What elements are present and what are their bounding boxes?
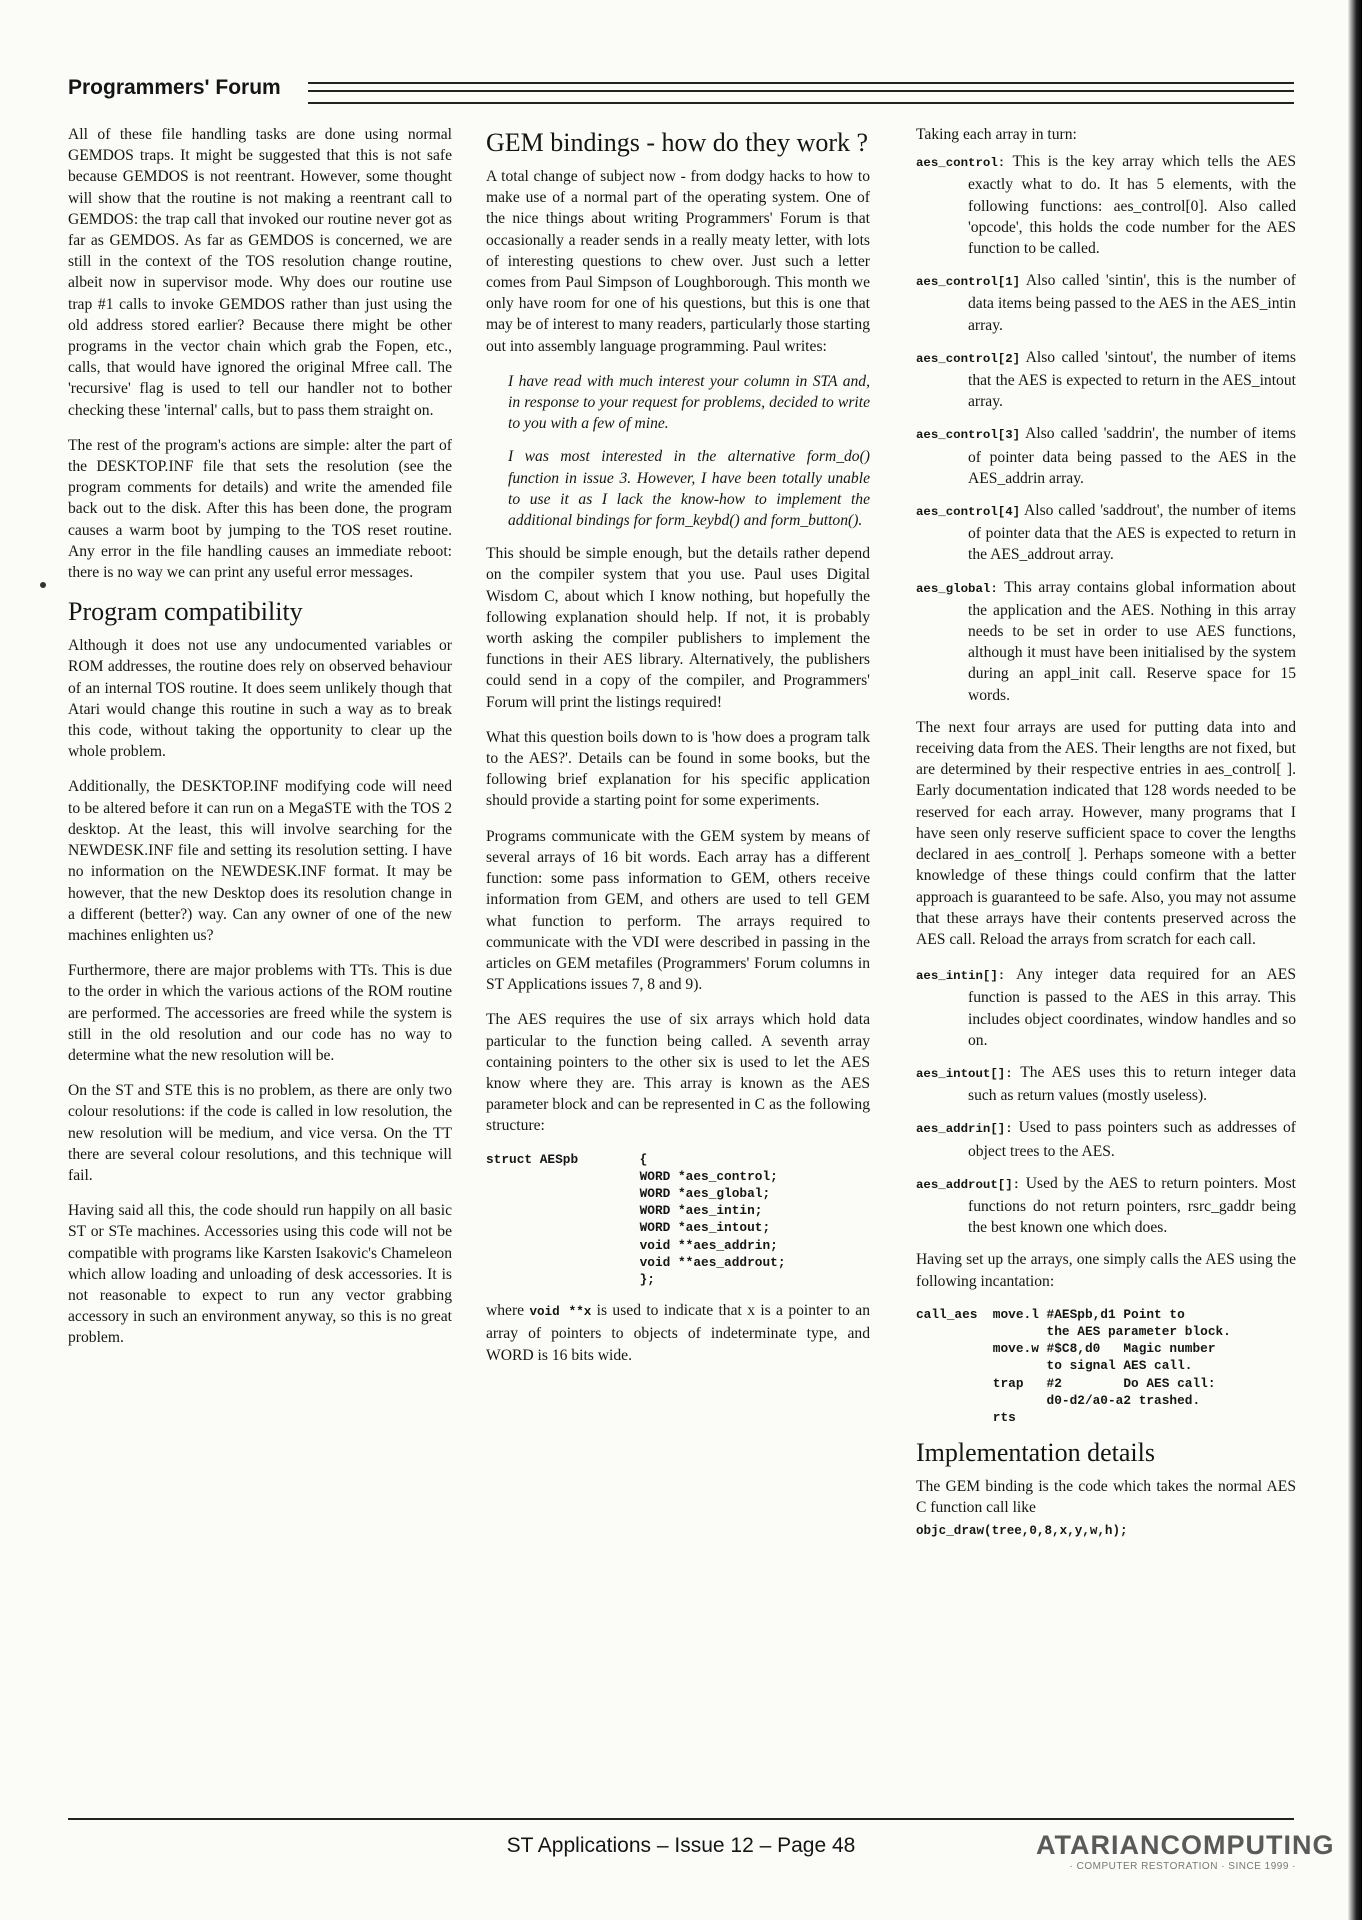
definition-term: aes_global: [916,581,998,596]
logo-tagline: · COMPUTER RESTORATION · SINCE 1999 · [1069,1861,1296,1872]
paragraph: The GEM binding is the code which takes the normal AES C function call like [916,1478,1296,1517]
definition-term: aes_control[2] [916,351,1021,366]
text-run: is used to indicate that x is a pointer to an array of pointers to objects of indeterminate type, and WORD is 16 bits wide. [486,1302,871,1364]
header-rules [308,82,1294,104]
page-header [68,74,1294,110]
paragraph: Having set up the arrays, one simply calls the AES using the following incantation: [916,1251,1296,1290]
quote-paragraph: I was most interested in the alternative form_do() function in issue 3. However, I have been totally unable to use it as I lack the know-how to implement the additional bindings for form_keybd() and form_button(). [508,448,870,530]
column-1 [68,124,452,1363]
paragraph: The rest of the program's actions are simple: alter the part of the DESKTOP.INF file that sets the resolution (see the program comments for details) and write the amended file back out to the disk. After this has been done, the program causes a warm boot by jumping to the TOS reset routine. Any error in the file handling causes an immediate reboot: there is no way we can print any useful error messages. [68,436,452,582]
paragraph: Furthermore, there are major problems with TTs. This is due to the order in which the various actions of the ROM routine are performed. The accessories are freed while the system is still in the old resolution and our code has no way to determine what the new resolution will be. [68,962,452,1064]
definition-text: Used by the AES to return pointers. Most functions do not return pointers, rsrc_gaddr being the best known one which does. [968,1174,1296,1237]
definition-term: aes_intin[]: [916,969,1006,984]
column-2 [486,124,870,1380]
reader-quote [508,371,870,531]
definition-list-1 [916,151,1296,706]
definition-text: Also called 'sintout', the number of items that the AES is expected to return in the AES_intout array. [968,348,1296,411]
paragraph: Programs communicate with the GEM system by means of several arrays of 16 bit words. Each array has a different function: some pass information to GEM, others receive information from GEM, and others are used to tell GEM what function to perform. The arrays required to communicate with the VDI were described in passing in the articles on GEM metafiles (Programmers' Forum columns in ST Applications issues 7, 8 and 9). [486,827,870,994]
definition-text: This array contains global information about the application and the AES. Nothing in this array needs to be set in order to use AES functions, although it must have been initialised by the system during an appl_init call. Reserve space for 15 words. [968,578,1296,704]
paragraph: On the ST and STE this is no problem, as there are only two colour resolutions: if the code is called in low resolution, the new resolution will be medium, and vice versa. On the TT there are several colour resolutions, and this technique will fail. [68,1082,452,1184]
paragraph: The next four arrays are used for putting data into and receiving data from the AES. Their lengths are not fixed, but are determined by their respective entries in aes_control[ ]. Early documentation indicated that 128 words needed to be reserved for each array. However, many programs that I have seen only reserve sufficient space to cover the lengths declared in aes_control[ ]. Perhaps someone with a better knowledge of these things could confirm that the latter approach is guaranteed to be safe. Also, you may not assume that these arrays have their contents preserved across the AES call. Reload the arrays from scratch for each call. [916,718,1296,948]
text-run: where [486,1302,530,1320]
definition-text: Also called 'saddrin', the number of items of pointer data being passed to the AES in the AES_addrin array. [968,425,1296,487]
paragraph [486,1300,870,1366]
paragraph: This should be simple enough, but the details rather depend on the compiler system that you use. Paul uses Digital Wisdom C, about which I know nothing, but hopefully the following explanation should help. If not, it is probably worth asking the compiler publishers to implement the functions in their AES library. Alternatively, the publishers could send in a copy of the compiler, and Programmers' Forum will print the listings required! [486,545,870,711]
paragraph: The AES requires the use of six arrays which hold data particular to the function being called. A seventh array containing pointers to the other six is used to let the AES know where they are. This array is known as the AES parameter block and can be represented in C as the following structure: [486,1011,870,1135]
definition-item [916,1173,1296,1239]
inline-code: void **x [529,1305,592,1320]
paragraph: Although it does not use any undocumented variables or ROM addresses, the routine does rely on observed behaviour of an internal TOS routine. It does seem unlikely though that Atari would change this routine in such a way as to break this code, without taking the opportunity to clear up the whole problem. [68,637,452,761]
definition-text: Any integer data required for an AES function is passed to the AES in this array. This includes object coordinates, window handles and so on. [968,966,1296,1049]
paragraph: A total change of subject now - from dodgy hacks to how to make use of a normal part of the operating system. One of the nice things about writing Programmers' Forum is that occasionally a reader sends in a really meaty letter, with lots of interesting questions to chew over. Just such a letter comes from Paul Simpson of Loughborough. This month we only have room for one of his questions, but this is one that may be of interest to many readers, particularly those starting out into assembly language programming. Paul writes: [486,168,870,355]
code-listing-struct: struct AESpb { WORD *aes_control; WORD *aes_global; WORD *aes_intin; WORD *aes_intout; void **aes_addrin; void **aes_addrout; }; [486,1151,786,1287]
definition-term: aes_addrout[]: [916,1177,1021,1192]
definition-text: Used to pass pointers such as addresses of object trees to the AES. [968,1119,1296,1160]
paragraph: All of these file handling tasks are done using normal GEMDOS traps. It might be suggested that this is not safe because GEMDOS is not reentrant. However, some thought will show that the routine is not making a reentrant call to GEMDOS: the trap call that invoked our routine never got as far as GEMDOS. As far as GEMDOS is concerned, we are still in the context of the TOS resolution change routine, albeit now in supervisor mode. Why does our routine use trap #1 calls to invoke GEMDOS rather than just using the old address stored earlier? Because there might be other programs in the vector chain which grab the Fopen, etc., calls, that would have ignored the original Mfree call. The 'recursive' flag is used to tell our handler not to bother checking these 'internal' calls, but to pass them straight on. [68,126,452,419]
header-title: Programmers' Forum [68,76,281,99]
paragraph: Having said all this, the code should run happily on all basic ST or STe machines. Accessories using this code will not be compatible with programs like Karsten Isakovic's Chameleon which allow loading and unloading of desk accessories. It is not reasonable to expect to run any vector grabbing accessory in such an environment anyway, so this is no great problem. [68,1202,452,1347]
definition-text: The AES uses this to return integer data such as return values (mostly useless). [968,1063,1296,1105]
definition-list-2 [916,964,1296,1238]
atarian-computing-logo [1036,1830,1335,1872]
definition-term: aes_control[3] [916,428,1021,443]
definition-item [916,270,1296,336]
quote-paragraph: I have read with much interest your column in STA and, in response to your request for problems, decided to write to you with a few of mine. [508,372,870,433]
definition-item [916,1117,1296,1161]
definition-item [916,577,1296,706]
section-heading: Program compatibility [68,597,303,627]
definition-term: aes_addrin[]: [916,1122,1013,1137]
definition-item [916,347,1296,413]
definition-item [916,151,1296,259]
definition-item [916,500,1296,566]
definition-text: This is the key array which tells the AES exactly what to do. It has 5 elements, with the following functions: aes_control[0]. Also called 'opcode', this holds the code number for the AES function to be called. [968,153,1296,258]
section-heading: GEM bindings - how do they work ? [486,128,869,157]
definition-item [916,423,1296,489]
definition-term: aes_control[4] [916,505,1021,520]
code-listing-call: call_aes move.l #AESpb,d1 Point to the AES parameter block. move.w #$C8,d0 Magic number to signal AES call. trap #2 Do AES call: d0-d2/a0-a2 trashed. rts [916,1306,1231,1425]
section-heading: Implementation details [916,1438,1155,1468]
definition-term: aes_intout[]: [916,1066,1013,1081]
paragraph: Additionally, the DESKTOP.INF modifying code will need to be altered before it can run on a MegaSTE with the TOS 2 desktop. At the least, this will involve searching for the NEWDESK.INF file and setting its resolution setting. I have no information on the NEWDESK.INF format. It may be however, that the new Desktop does its resolution change in a different (better?) way. Can any owner of one of the new machines enlighten us? [68,778,452,944]
column-3 [916,124,1296,1542]
definition-item [916,1062,1296,1106]
inline-code-line: objc_draw(tree,0,8,x,y,w,h); [916,1523,1128,1538]
definition-text: Also called 'saddrout', the number of items of pointer data that the AES is expected to return in the AES_addrout array. [968,502,1296,564]
definition-term: aes_control: [916,156,1006,171]
margin-dot [40,582,46,588]
definition-item [916,964,1296,1051]
footer-rule [68,1818,1294,1820]
paragraph: What this question boils down to is 'how does a program talk to the AES?'. Details can be found in some books, but the following brief explanation for his specific application should provide a starting point for some experiments. [486,728,870,810]
paragraph: Taking each array in turn: [916,126,1077,143]
definition-term: aes_control[1] [916,275,1021,290]
footer-page-label: ST Applications – Issue 12 – Page 48 [506,1834,856,1857]
logo-wordmark: ATARIANCOMPUTING [1036,1830,1335,1860]
scan-edge [1348,0,1362,1920]
definition-text: Also called 'sintin', this is the number of data items being passed to the AES in the AES_intin array. [968,272,1296,334]
